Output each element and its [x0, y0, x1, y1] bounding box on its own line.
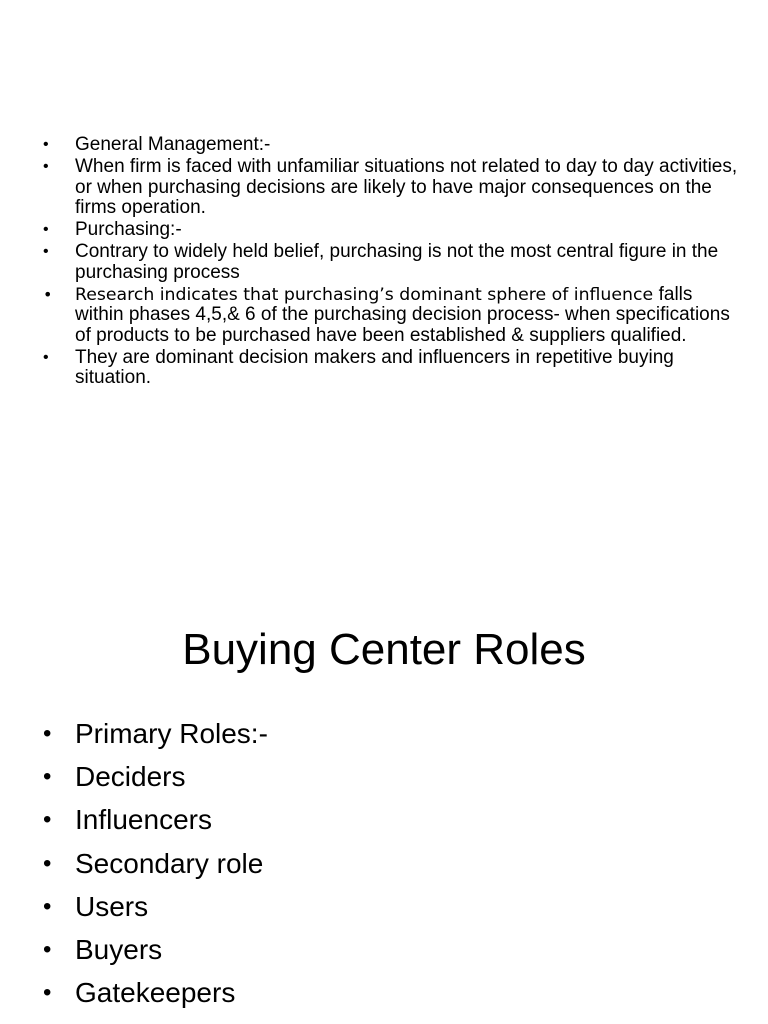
bullet-icon: •	[43, 221, 49, 238]
list-item-text: Influencers	[75, 804, 212, 836]
slide-buying-center-roles	[0, 512, 768, 1024]
list-item-text: Secondary role	[75, 847, 264, 879]
list-item	[43, 971, 743, 1014]
list-item-text: Contrary to widely held belief, purchasing is not the most central figure in the purchasing process	[75, 241, 719, 283]
list-item-text: Deciders	[75, 761, 186, 793]
list-item	[43, 798, 743, 841]
bullet-icon: •	[43, 979, 52, 1007]
bullet-icon: •	[43, 849, 52, 877]
list-item	[43, 348, 743, 389]
list-item	[43, 157, 743, 219]
list-item-text: Buyers	[75, 934, 163, 966]
bullet-icon: •	[43, 158, 49, 175]
list-item	[43, 842, 743, 885]
list-item	[43, 755, 743, 798]
list-item-text: General Management:-	[75, 134, 271, 155]
bullet-icon: •	[43, 720, 52, 747]
list-item-text: Purchasing:-	[75, 219, 182, 240]
bullet-icon: •	[43, 892, 52, 920]
bullet-icon: •	[43, 284, 53, 304]
list-item	[43, 220, 743, 241]
slide-title: Buying Center Roles	[182, 625, 586, 674]
bullet-icon: •	[43, 136, 49, 153]
list-item-text: Primary Roles:-	[75, 718, 268, 749]
list-item	[43, 712, 743, 755]
bullet-icon: •	[43, 763, 52, 791]
bullet-icon: •	[43, 806, 52, 834]
bullet-icon: •	[43, 936, 52, 964]
bullet-icon: •	[43, 243, 49, 260]
list-item-text: falls within phases 4,5,& 6 of the purchasing decision process- when specifications of products to be purchased have been established & suppliers qualified.	[75, 283, 730, 346]
bullet-icon: •	[43, 348, 49, 366]
bullet-list	[43, 135, 743, 390]
list-item-text: When firm is faced with unfamiliar situations not related to day to day activities, or when purchasing decisions are likely to have major consequences on the firms operation.	[75, 156, 738, 218]
list-item	[43, 928, 743, 971]
list-item-text: Users	[75, 890, 149, 922]
list-item	[43, 242, 743, 283]
list-item-text: Gatekeepers	[75, 977, 236, 1009]
list-item	[43, 135, 743, 156]
list-item	[43, 885, 743, 928]
list-item	[43, 285, 743, 347]
list-item-text: They are dominant decision makers and influencers in repetitive buying situation.	[75, 346, 674, 388]
bullet-list	[43, 712, 743, 1014]
list-item-lead-text: Research indicates that purchasing’s dominant sphere of influence	[75, 284, 654, 305]
